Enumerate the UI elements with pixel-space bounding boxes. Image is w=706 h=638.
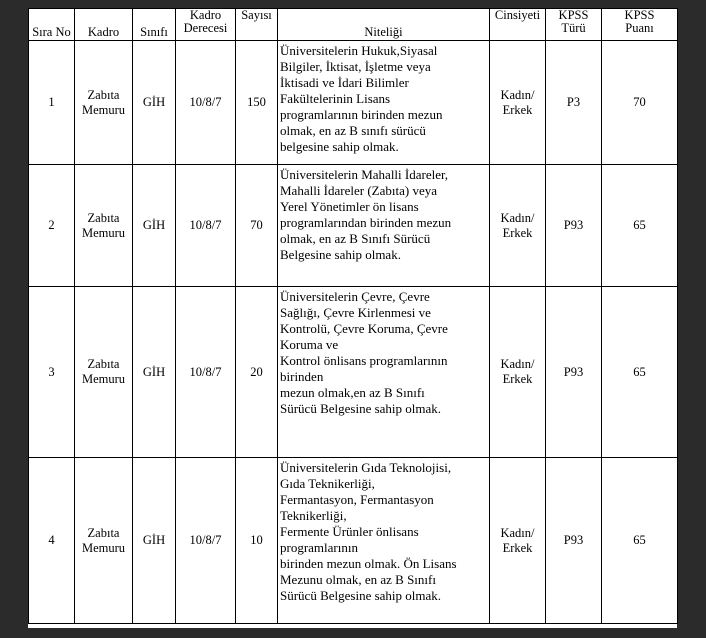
cell-kpss-turu: P93 — [546, 458, 602, 624]
cell-kadro-line2: Memuru — [81, 225, 126, 240]
cell-sayisi: 10 — [236, 458, 278, 624]
nitelik-line: programlarının birinden mezun — [280, 107, 443, 122]
cell-sayisi: 70 — [236, 165, 278, 287]
header-sinifi: Sınıfı — [133, 9, 176, 41]
nitelik-line: Üniversitelerin Hukuk,Siyasal — [280, 43, 438, 58]
header-kadro-derecesi-line2: Derecesi — [183, 21, 228, 35]
table-row — [29, 458, 678, 624]
header-kpss-puani-line1: KPSS — [624, 8, 655, 22]
cell-kadro-line1: Zabıta — [87, 210, 120, 225]
cell-kadro-line1: Zabıta — [87, 525, 120, 540]
header-kpss-turu — [546, 9, 602, 41]
cell-kpss-turu: P93 — [546, 287, 602, 458]
nitelik-line: olmak, en az B sınıfı sürücü — [280, 123, 426, 138]
cell-kpss-turu: P3 — [546, 41, 602, 165]
cell-sira-no: 4 — [29, 458, 75, 624]
nitelik-line: Kontrol önlisans programlarının — [280, 353, 448, 368]
nitelik-line: olmak, en az B Sınıfı Sürücü — [280, 231, 431, 246]
cell-derece: 10/8/7 — [176, 458, 236, 624]
nitelik-line: Üniversitelerin Gıda Teknolojisi, — [280, 460, 452, 475]
table-header-row — [29, 9, 678, 41]
cell-cinsiyeti-line1: Kadın/ — [500, 210, 535, 225]
nitelik-line: Üniversitelerin Mahalli İdareler, — [280, 167, 449, 182]
nitelik-line: Üniversitelerin Çevre, Çevre — [280, 289, 430, 304]
cell-cinsiyeti — [490, 287, 546, 458]
cell-kpss-puani: 65 — [602, 458, 678, 624]
cell-cinsiyeti — [490, 41, 546, 165]
cell-sira-no: 3 — [29, 287, 75, 458]
nitelik-line: Gıda Teknikerliği, — [280, 476, 375, 491]
nitelik-line: Fermantasyon, Fermantasyon — [280, 492, 434, 507]
nitelik-line: Belgesine sahip olmak. — [280, 247, 401, 262]
header-niteligi: Niteliği — [278, 9, 490, 41]
cell-kpss-turu: P93 — [546, 165, 602, 287]
nitelik-line: programlarının — [280, 540, 358, 555]
cell-niteligi — [278, 165, 490, 287]
header-kadro-derecesi-line1: Kadro — [189, 8, 222, 22]
cell-sira-no: 2 — [29, 165, 75, 287]
cell-derece: 10/8/7 — [176, 41, 236, 165]
nitelik-line: Koruma ve — [280, 337, 339, 352]
cell-kadro-line2: Memuru — [81, 102, 126, 117]
header-sayisi: Sayısı — [236, 9, 278, 41]
nitelik-line: programlarından birinden mezun — [280, 215, 452, 230]
nitelik-line: Sağlığı, Çevre Kirlenmesi ve — [280, 305, 431, 320]
nitelik-line: Yerel Yönetimler ön lisans — [280, 199, 419, 214]
nitelik-line: Kontrolü, Çevre Koruma, Çevre — [280, 321, 448, 336]
nitelik-line: Sürücü Belgesine sahip olmak. — [280, 588, 442, 603]
cell-kadro — [75, 287, 133, 458]
header-kpss-puani-line2: Puanı — [625, 21, 654, 35]
cell-sinifi: GİH — [133, 165, 176, 287]
cell-sinifi: GİH — [133, 287, 176, 458]
nitelik-line: mezun olmak,en az B Sınıfı — [280, 385, 425, 400]
cell-derece: 10/8/7 — [176, 287, 236, 458]
cell-kadro — [75, 458, 133, 624]
nitelik-line: belgesine sahip olmak. — [280, 139, 399, 154]
cell-kadro-line2: Memuru — [81, 372, 126, 386]
header-kpss-turu-line1: KPSS — [558, 8, 589, 22]
cell-sira-no: 1 — [29, 41, 75, 165]
cell-cinsiyeti-line2: Erkek — [502, 225, 533, 240]
cell-kadro-line1: Zabıta — [87, 87, 120, 102]
cell-cinsiyeti-line2: Erkek — [502, 372, 533, 386]
cell-niteligi — [278, 41, 490, 165]
header-kadro-derecesi — [176, 9, 236, 41]
cell-kadro — [75, 41, 133, 165]
nitelik-line: Fermente Ürünler önlisans — [280, 524, 419, 539]
nitelik-line: Fakültelerinin Lisans — [280, 91, 391, 106]
header-kpss-puani — [602, 9, 678, 41]
cell-sayisi: 150 — [236, 41, 278, 165]
cell-cinsiyeti — [490, 458, 546, 624]
table-row — [29, 287, 678, 458]
positions-table — [28, 8, 678, 624]
cell-cinsiyeti-line1: Kadın/ — [500, 87, 535, 102]
nitelik-line: Sürücü Belgesine sahip olmak. — [280, 401, 442, 416]
cell-kpss-puani: 65 — [602, 165, 678, 287]
cell-sayisi: 20 — [236, 287, 278, 458]
cell-niteligi — [278, 287, 490, 458]
cell-kadro — [75, 165, 133, 287]
cell-cinsiyeti-line2: Erkek — [502, 102, 533, 117]
header-kpss-turu-line2: Türü — [561, 21, 586, 35]
nitelik-line: birinden — [280, 369, 324, 384]
cell-cinsiyeti-line1: Kadın/ — [500, 357, 535, 371]
cell-sinifi: GİH — [133, 458, 176, 624]
cell-kpss-puani: 70 — [602, 41, 678, 165]
table-row — [29, 165, 678, 287]
cell-cinsiyeti-line2: Erkek — [502, 540, 533, 555]
nitelik-line: Mahalli İdareler (Zabıta) veya — [280, 183, 437, 198]
header-kadro: Kadro — [75, 9, 133, 41]
cell-kpss-puani: 65 — [602, 287, 678, 458]
nitelik-line: birinden mezun olmak. Ön Lisans — [280, 556, 457, 571]
cell-derece: 10/8/7 — [176, 165, 236, 287]
cell-kadro-line2: Memuru — [81, 540, 126, 555]
cell-cinsiyeti — [490, 165, 546, 287]
header-sira-no: Sıra No — [29, 9, 75, 41]
nitelik-line: Bilgiler, İktisat, İşletme veya — [280, 59, 431, 74]
cell-sinifi: GİH — [133, 41, 176, 165]
table-row — [29, 41, 678, 165]
nitelik-line: Teknikerliği, — [280, 508, 347, 523]
header-cinsiyeti: Cinsiyeti — [490, 9, 546, 41]
cell-niteligi — [278, 458, 490, 624]
nitelik-line: İktisadi ve İdari Bilimler — [280, 75, 409, 90]
nitelik-line: Mezunu olmak, en az B Sınıfı — [280, 572, 436, 587]
cell-cinsiyeti-line1: Kadın/ — [500, 525, 535, 540]
cell-kadro-line1: Zabıta — [87, 357, 120, 371]
